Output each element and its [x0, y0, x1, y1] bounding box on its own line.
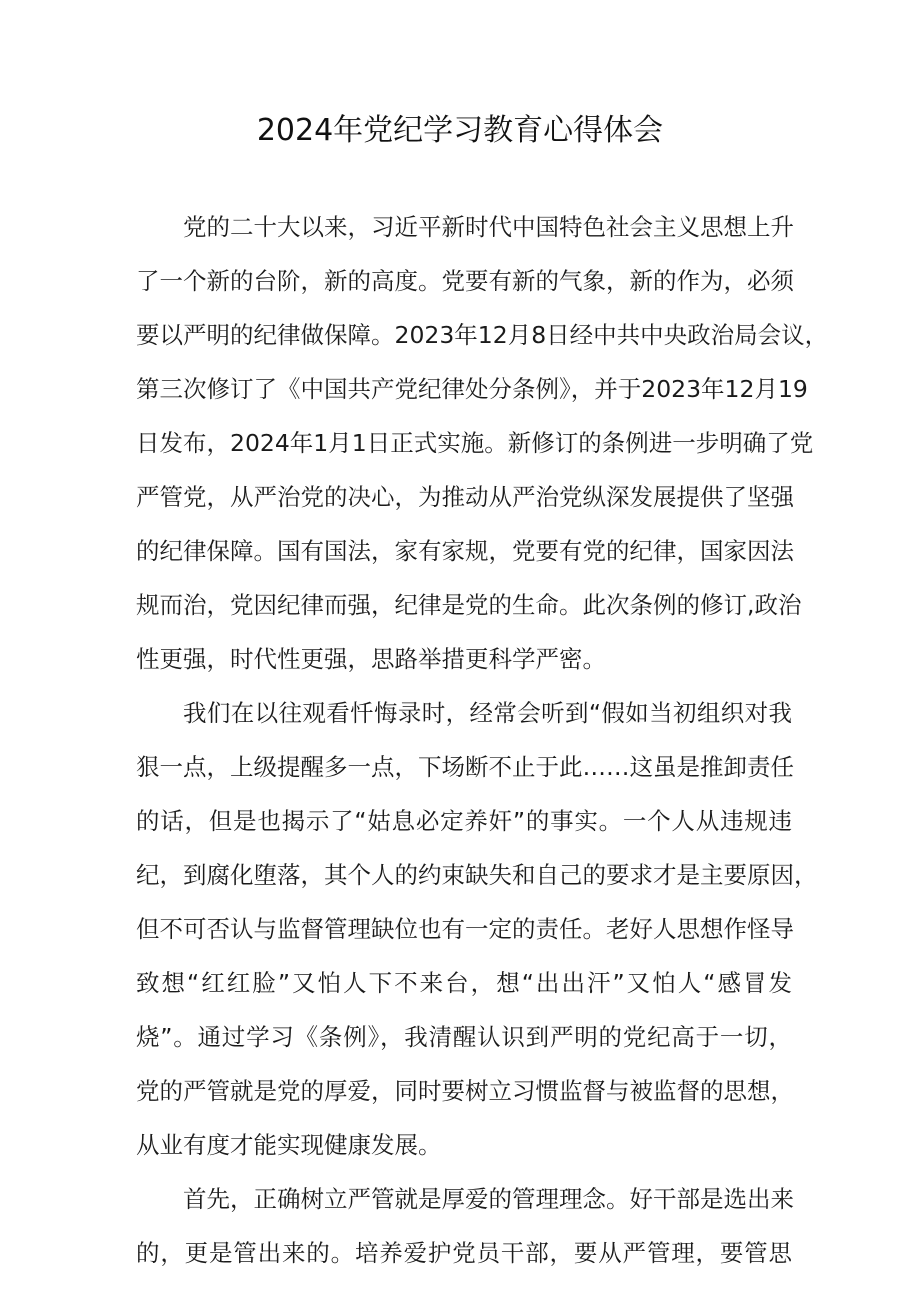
text-line: 致想“红红脸”又怕人下不来台，想“出出汗”又怕人“感冒发: [136, 969, 792, 997]
text-line: 我们在以往观看忏悔录时，经常会听到“假如当初组织对我: [183, 699, 792, 727]
text-line: 性更强，时代性更强，思路举措更科学严密。: [136, 645, 606, 673]
document-title: 2024年党纪学习教育心得体会: [256, 113, 664, 148]
text-line: 从业有度才能实现健康发展。: [136, 1131, 442, 1159]
text-line: 严管党，从严治党的决心，为推动从严治党纵深发展提供了坚强: [136, 483, 794, 511]
text-line: 党的二十大以来，习近平新时代中国特色社会主义思想上升: [183, 213, 794, 241]
text-line: 了一个新的台阶，新的高度。党要有新的气象，新的作为，必须: [136, 267, 794, 295]
text-line: 党的严管就是党的厚爱，同时要树立习惯监督与被监督的思想，: [136, 1077, 794, 1105]
document-body: [136, 200, 829, 1280]
text-line: 烧”。通过学习《条例》，我清醒认识到严明的党纪高于一切，: [136, 1023, 792, 1051]
text-line: 纪，到腐化堕落，其个人的约束缺失和自己的要求才是主要原因，: [136, 861, 818, 889]
text-line: 规而治，党因纪律而强，纪律是党的生命。此次条例的修订,政治: [136, 591, 802, 619]
text-line: 首先，正确树立严管就是厚爱的管理理念。好干部是选出来: [183, 1185, 794, 1213]
text-line: 日发布，2024年1月1日正式实施。新修订的条例进一步明确了党: [136, 429, 814, 457]
text-line: 的纪律保障。国有国法，家有家规，党要有党的纪律，国家因法: [136, 537, 794, 565]
text-line: 的，更是管出来的。培养爱护党员干部，要从严管理，要管思: [136, 1239, 792, 1267]
text-line: 要以严明的纪律做保障。2023年12月8日经中共中央政治局会议，: [136, 321, 829, 349]
paragraph: [136, 200, 829, 686]
text-line: 第三次修订了《中国共产党纪律处分条例》，并于2023年12月19: [136, 375, 808, 403]
text-line: 但不可否认与监督管理缺位也有一定的责任。老好人思想作怪导: [136, 915, 794, 943]
paragraph: [136, 1172, 792, 1280]
paragraph: [136, 686, 818, 1172]
text-line: 狠一点，上级提醒多一点，下场断不止于此……这虽是推卸责任: [136, 753, 794, 781]
text-line: 的话，但是也揭示了“姑息必定养奸”的事实。一个人从违规违: [136, 807, 792, 835]
